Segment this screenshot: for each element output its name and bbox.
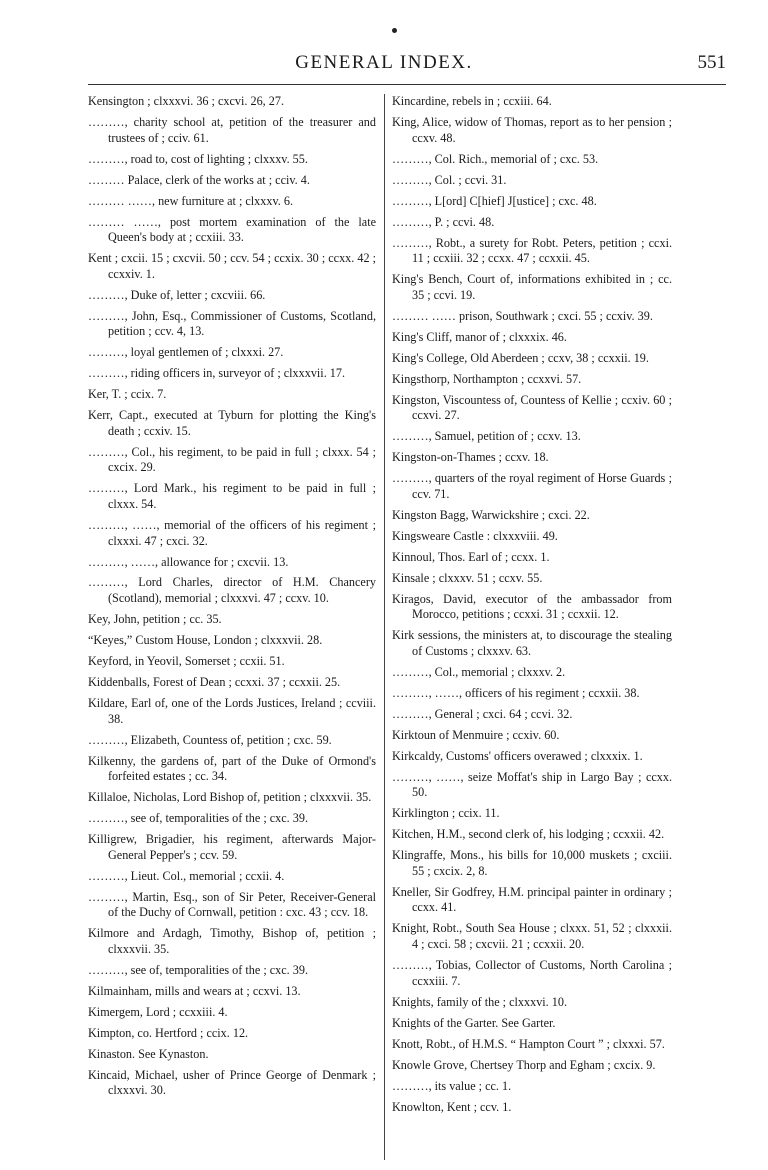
index-entry: Kingsthorp, Northampton ; ccxxvi. 57.	[392, 371, 582, 386]
index-entry: Kensington ; clxxxvi. 36 ; cxcvi. 26, 27.	[88, 94, 284, 108]
index-entry: Kitchen, H.M., second clerk of, his lodging ; ccxxii. 42.	[392, 827, 665, 842]
index-entry: ………, see of, temporalities of the ; cxc. 39.	[88, 811, 308, 826]
index-entry: Kinnoul, Thos. Earl of ; ccxx. 1.	[392, 549, 550, 564]
index-entry: ………, L[ord] C[hief] J[ustice] ; cxc. 48.	[392, 193, 597, 208]
index-column-left	[88, 94, 376, 1104]
index-entry: ………, Col. ; ccvi. 31.	[392, 172, 507, 187]
index-entry: ………, its value ; cc. 1.	[392, 1078, 512, 1093]
index-entry: Kent ; cxcii. 15 ; cxcvii. 50 ; ccv. 54 ; ccxix. 30 ; ccxx. 42 ; ccxxiv. 1.	[88, 251, 376, 281]
index-entry: King's Cliff, manor of ; clxxxix. 46.	[392, 329, 567, 344]
index-entry: ………, loyal gentlemen of ; clxxxi. 27.	[88, 345, 284, 360]
index-entry: ………, ……, allowance for ; cxcvii. 13.	[88, 554, 289, 569]
index-entry: Kilkenny, the gardens of, part of the Duke of Ormond's forfeited estates ; cc. 34.	[88, 753, 376, 784]
index-entry: Knight, Robt., South Sea House ; clxxx. 51, 52 ; clxxxii. 4 ; cxci. 58 ; cxcvii. 21 ; ccxxii. 20.	[392, 921, 672, 952]
index-entry: ………, John, Esq., Commissioner of Customs, Scotland, petition ; ccv. 4, 13.	[88, 308, 376, 339]
index-entry: Kiragos, David, executor of the ambassador from Morocco, petitions ; ccxxi. 31 ; ccxxii. 12.	[392, 591, 672, 622]
index-entry: Klingraffe, Mons., his bills for 10,000 muskets ; cxciii. 55 ; cxcix. 2, 8.	[392, 848, 672, 878]
index-entry: ………, Lieut. Col., memorial ; ccxii. 4.	[88, 868, 285, 883]
index-entry: Kiddenballs, Forest of Dean ; ccxxi. 37 ; ccxxii. 25.	[88, 675, 341, 690]
index-entry: Kirktoun of Menmuire ; ccxiv. 60.	[392, 727, 560, 742]
index-entry: ………, General ; cxci. 64 ; ccvi. 32.	[392, 706, 573, 721]
page-number: 551	[697, 52, 726, 73]
index-entry: ………, ……, seize Moffat's ship in Largo Bay ; ccxx. 50.	[392, 769, 672, 800]
index-entry: “Keyes,” Custom House, London ; clxxxvii. 28.	[88, 633, 323, 648]
printer-dot	[392, 28, 397, 33]
index-entry: ………, Samuel, petition of ; ccxv. 13.	[392, 429, 581, 444]
index-entry: ………, ……, officers of his regiment ; ccxxii. 38.	[392, 685, 640, 700]
index-entry: Kneller, Sir Godfrey, H.M. principal painter in ordinary ; ccxx. 41.	[392, 884, 672, 915]
index-entry: Kingston Bagg, Warwickshire ; cxci. 22.	[392, 507, 590, 522]
running-title: GENERAL INDEX.	[295, 52, 473, 73]
index-entry: Knott, Robt., of H.M.S. “ Hampton Court ” ; clxxxi. 57.	[392, 1036, 665, 1051]
index-entry: Kincardine, rebels in ; ccxiii. 64.	[392, 94, 552, 108]
index-entry: Kingston, Viscountess of, Countess of Kellie ; ccxiv. 60 ; ccxvi. 27.	[392, 392, 672, 423]
index-entry: Knights, family of the ; clxxxvi. 10.	[392, 994, 568, 1009]
index-entry: ………, Robt., a surety for Robt. Peters, petition ; ccxi. 11 ; ccxiii. 32 ; ccxx. 47 ; ccxxii. 45.	[392, 235, 672, 266]
index-entry: Kincaid, Michael, usher of Prince George of Denmark ; clxxxvi. 30.	[88, 1067, 376, 1098]
index-entry: Kilmainham, mills and wears at ; ccxvi. 13.	[88, 983, 301, 998]
index-entry: Kingsweare Castle : clxxxviii. 49.	[392, 528, 558, 543]
index-entry: ………, road to, cost of lighting ; clxxxv. 55.	[88, 151, 308, 166]
index-entry: ………, Martin, Esq., son of Sir Peter, Receiver-General of the Duchy of Cornwall, petition : cxc. 43 ; ccv. 18.	[88, 889, 376, 920]
header-rule	[88, 84, 726, 85]
index-entry: Killaloe, Nicholas, Lord Bishop of, petition ; clxxxvii. 35.	[88, 790, 372, 805]
index-entry: ………, Lord Mark., his regiment to be paid in full ; clxxx. 54.	[88, 481, 376, 511]
index-entry: ………, charity school at, petition of the treasurer and trustees of ; cciv. 61.	[88, 114, 376, 145]
index-entry: ………, Tobias, Collector of Customs, North Carolina ; ccxxiii. 7.	[392, 958, 672, 988]
index-entry: ………, Duke of, letter ; cxcviii. 66.	[88, 287, 266, 302]
index-entry: Knowle Grove, Chertsey Thorp and Egham ; cxcix. 9.	[392, 1057, 656, 1072]
index-entry: King, Alice, widow of Thomas, report as to her pension ; ccxv. 48.	[392, 114, 672, 145]
index-entry: ……… Palace, clerk of the works at ; cciv. 4.	[88, 172, 310, 187]
index-entry: ………, Col., his regiment, to be paid in full ; clxxx. 54 ; cxcix. 29.	[88, 444, 376, 475]
index-entry: ……… ……, new furniture at ; clxxxv. 6.	[88, 193, 294, 208]
index-entry: ………, Elizabeth, Countess of, petition ; cxc. 59.	[88, 732, 332, 747]
index-entry: Killigrew, Brigadier, his regiment, afterwards Major-General Pepper's ; ccv. 59.	[88, 832, 376, 862]
index-entry: ………, Col. Rich., memorial of ; cxc. 53.	[392, 151, 599, 166]
index-entry: Kimpton, co. Hertford ; ccix. 12.	[88, 1025, 249, 1040]
index-entry: Key, John, petition ; cc. 35.	[88, 612, 222, 627]
index-entry: Kinsale ; clxxxv. 51 ; ccxv. 55.	[392, 570, 543, 585]
index-entry: ………, riding officers in, surveyor of ; clxxxvii. 17.	[88, 366, 346, 381]
index-entry: Keyford, in Yeovil, Somerset ; ccxii. 51.	[88, 654, 285, 669]
index-entry: Kimergem, Lord ; ccxxiii. 4.	[88, 1004, 228, 1019]
index-entry: ……… …… prison, Southwark ; cxci. 55 ; ccxiv. 39.	[392, 308, 653, 323]
index-entry: Kirk sessions, the ministers at, to discourage the stealing of Customs ; clxxxv. 63.	[392, 628, 672, 658]
index-entry: ……… ……, post mortem examination of the late Queen's body at ; ccxiii. 33.	[88, 214, 376, 245]
index-entry: ………, Lord Charles, director of H.M. Chancery (Scotland), memorial ; clxxxvi. 47 ; ccxv. 10.	[88, 575, 376, 606]
index-entry: King's College, Old Aberdeen ; ccxv, 38 ; ccxxii. 19.	[392, 350, 649, 365]
index-entry: Kirkcaldy, Customs' officers overawed ; clxxxix. 1.	[392, 748, 643, 763]
index-entry: ………, ……, memorial of the officers of his regiment ; clxxxi. 47 ; cxci. 32.	[88, 517, 376, 548]
index-entry: Kinaston. See Kynaston.	[88, 1046, 209, 1061]
index-entry: Kingston-on-Thames ; ccxv. 18.	[392, 450, 549, 465]
index-entry: Knowlton, Kent ; ccv. 1.	[392, 1099, 512, 1114]
index-entry: Knights of the Garter. See Garter.	[392, 1015, 556, 1030]
index-entry: ………, quarters of the royal regiment of Horse Guards ; ccv. 71.	[392, 471, 672, 501]
index-entry: Kildare, Earl of, one of the Lords Justices, Ireland ; ccviii. 38.	[88, 696, 376, 726]
index-entry: ………, see of, temporalities of the ; cxc. 39.	[88, 962, 308, 977]
index-entry: ………, Col., memorial ; clxxxv. 2.	[392, 664, 566, 679]
index-entry: Kerr, Capt., executed at Tyburn for plotting the King's death ; ccxiv. 15.	[88, 408, 376, 438]
index-entry: Kilmore and Ardagh, Timothy, Bishop of, petition ; clxxxvii. 35.	[88, 926, 376, 956]
index-entry: King's Bench, Court of, informations exhibited in ; cc. 35 ; ccvi. 19.	[392, 272, 672, 302]
page-header	[0, 52, 768, 82]
index-entry: ………, P. ; ccvi. 48.	[392, 214, 495, 229]
column-divider	[384, 94, 385, 1160]
index-entry: Kirklington ; ccix. 11.	[392, 806, 500, 821]
index-column-right	[392, 94, 672, 1121]
index-entry: Ker, T. ; ccix. 7.	[88, 387, 167, 402]
